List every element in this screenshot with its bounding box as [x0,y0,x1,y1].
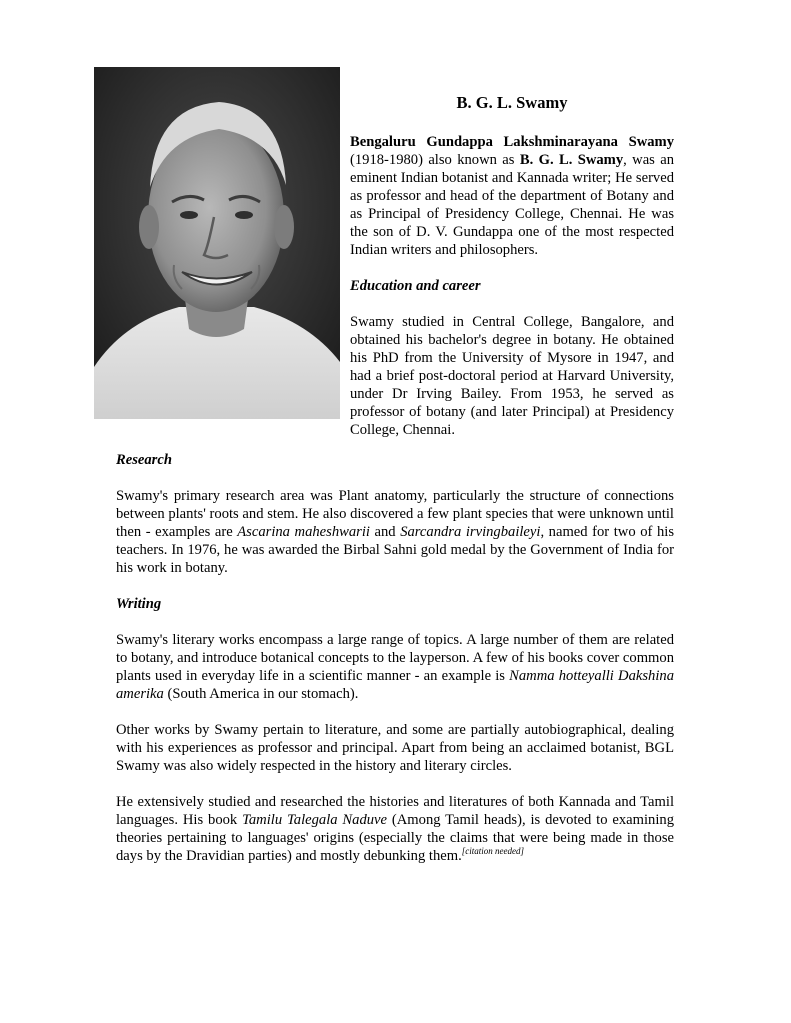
portrait-photo [94,67,340,419]
species-sarcandra: Sarcandra irvingbaileyi [400,524,541,540]
book-namma-hotteyalli: Namma hotteyalli Dakshina amerika [116,668,674,702]
research-paragraph [116,487,674,577]
education-heading: Education and career [350,278,481,294]
research-heading: Research [116,452,172,468]
intro-text-2: , was an eminent Indian botanist and Kannada writer; He served as professor and head of the department of Botany and as Principal of Presidency College, Chennai. He was the son of D. V. Gundappa one of the most respected Indian writers and philosophers. [350,152,675,258]
writing-paragraph-3 [116,793,674,865]
writing-paragraph-2: Other works by Swamy pertain to literature, and some are partially autobiographical, dealing with his experiences as professor and principal. Apart from being an acclaimed botanist, BGL Swamy was also widely respected in the history and literary circles. [116,722,674,774]
research-text-1: Swamy's primary research area was Plant anatomy, particularly the structure of connections between plants' roots and stem. He also discovered a few plant species that were unknown until then - examples are [116,488,674,540]
education-paragraph: Swamy studied in Central College, Bangalore, and obtained his bachelor's degree in botany. He obtained his PhD from the University of Mysore in 1947, and had a brief post-doctoral period at Harvard University, under Dr Irving Bailey. From 1953, he served as professor of botany (and later Principal) at Presidency College, Chennai. [350,314,674,438]
research-text-2: and [369,524,401,540]
intro-paragraph [350,133,674,259]
writing-p3-text-1: He extensively studied and researched the histories and literatures of both Kannada and Tamil languages. His book [116,794,674,828]
species-ascarina: Ascarina maheshwarii [237,524,370,540]
writing-p1-text-1: Swamy's literary works encompass a large range of topics. A large number of them are related to botany, and introduce botanical concepts to the layperson. A few of his books cover common plants used in everyday life in a scientific manner - an example is [116,632,674,684]
intro-column [350,133,674,439]
short-name: B. G. L. Swamy [519,152,624,168]
main-content [116,451,674,865]
portrait-illustration [94,67,340,419]
citation-needed[interactable]: [citation needed] [461,846,524,857]
intro-text-1: (1918-1980) also known as [350,152,520,168]
research-text-3: , named for two of his teachers. In 1976, he was awarded the Birbal Sahni gold medal by the Government of India for his work in botany. [116,524,675,576]
book-tamilu-talegala: Tamilu Talegala Naduve [242,812,388,828]
full-name: Bengaluru Gundappa Lakshminarayana Swamy [350,134,674,150]
writing-paragraph-1 [116,631,674,703]
writing-p1-text-2: (South America in our stomach). [163,686,359,702]
writing-p3-text-2: (Among Tamil heads), is devoted to examining theories pertaining to languages' origins (especially the claims that were being made in those days by the Dravidian parties) and mostly debunking them. [116,812,674,864]
writing-heading: Writing [116,596,162,612]
page-title: B. G. L. Swamy [456,93,568,112]
